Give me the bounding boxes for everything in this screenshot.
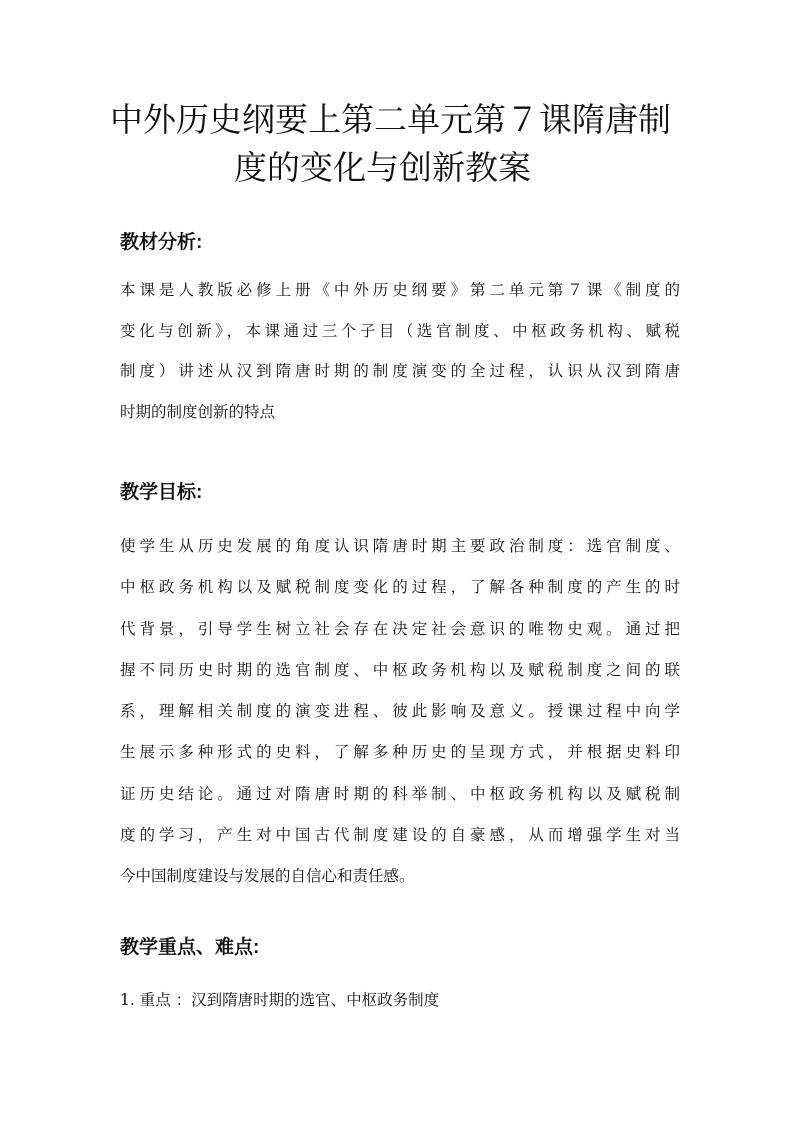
document-title [110,96,690,192]
paragraph-line: 度的学习，产生对中国古代制度建设的自豪感，从而增强学生对当 [120,826,680,845]
paragraph-line: 使学生从历史发展的角度认识隋唐时期主要政治制度：选官制度、 [120,537,680,555]
paragraph-line: 今中国制度建设与发展的自信心和责任感。 [120,867,415,886]
section-heading: 教材分析: [120,232,203,253]
paragraph-line: 变化与创新》，本课通过三个子目（选官制度、中枢政务机构、赋税 [120,321,680,340]
paragraph-line: 时期的制度创新的特点 [120,402,276,421]
section-key-difficult-points [120,935,680,1015]
list-item: 1. 重点 ：汉到隋唐时期的选官、中枢政务制度 [120,991,440,1009]
section-textbook-analysis [120,230,680,432]
section-teaching-objectives [120,480,680,898]
title-line: 度的变化与创新教案 [234,148,531,187]
paragraph-line: 系，理解相关制度的演变进程、彼此影响及意义。授课过程中向学 [120,702,680,721]
section-paragraph [120,985,680,1015]
section-heading: 教学目标: [120,482,203,503]
paragraph-line: 本课是人教版必修上册《中外历史纲要》第二单元第７课《制度的 [120,281,680,299]
paragraph-line: 握不同历史时期的选官制度、中枢政务机构以及赋税制度之间的联 [120,660,680,679]
paragraph-line: 生展示多种形式的史料，了解多种历史的呈现方式，并根据史料印 [120,743,680,762]
paragraph-line: 代背景，引导学生树立社会存在决定社会意识的唯物史观。通过把 [120,619,680,638]
section-heading: 教学重点、难点: [120,937,260,958]
section-paragraph [120,526,680,898]
section-paragraph [120,270,680,432]
paragraph-line: 证历史结论。通过对隋唐时期的科举制、中枢政务机构以及赋税制 [120,784,680,803]
paragraph-line: 中枢政务机构以及赋税制度变化的过程，了解各种制度的产生的时 [120,578,680,597]
title-line: 中外历史纲要上第二单元第７课隋唐制 [110,100,671,139]
paragraph-line: 制度）讲述从汉到隋唐时期的制度演变的全过程，认识从汉到隋唐 [120,362,680,380]
